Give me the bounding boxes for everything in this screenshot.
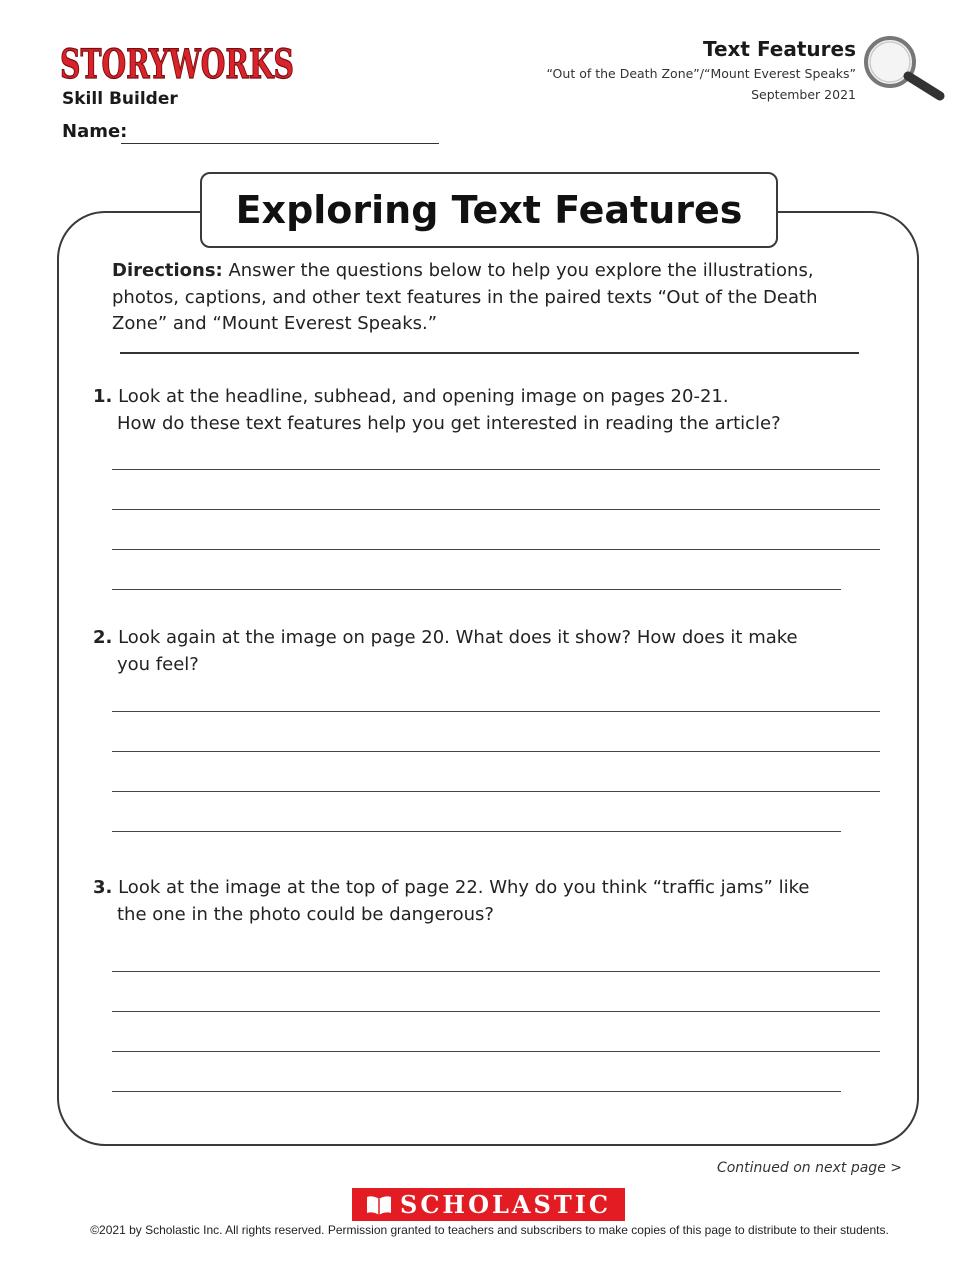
- answer-line[interactable]: [112, 971, 880, 972]
- answer-line[interactable]: [112, 711, 880, 712]
- skill-builder-label: Skill Builder: [62, 89, 178, 109]
- copyright-notice: ©2021 by Scholastic Inc. All rights reserved. Permission granted to teachers and subscribers to make copies of this page to distribute to their students.: [90, 1223, 889, 1237]
- storyworks-logo: [58, 30, 298, 88]
- publisher-name: SCHOLASTIC: [399, 1190, 612, 1219]
- question-number: 3.: [93, 877, 113, 898]
- continued-note: Continued on next page >: [716, 1160, 902, 1176]
- answer-line[interactable]: [112, 469, 880, 470]
- question-text: Look at the image at the top of page 22. Why do you think “traffic jams” like: [112, 877, 810, 898]
- answer-line[interactable]: [112, 1091, 841, 1092]
- question-number: 2.: [93, 627, 113, 648]
- name-input-line[interactable]: [121, 143, 439, 144]
- question-text: Look again at the image on page 20. What does it show? How does it make: [112, 627, 798, 648]
- name-label: Name:: [62, 121, 128, 142]
- directions-divider: [120, 352, 859, 354]
- question-text-continued: How do these text features help you get interested in reading the article?: [117, 413, 781, 434]
- directions-text: Answer the questions below to help you explore the illustrations, photos, captions, and other text features in the paired texts “Out of the Death Zone” and “Mount Everest Speaks.”: [112, 260, 818, 334]
- answer-line[interactable]: [112, 1011, 880, 1012]
- answer-line[interactable]: [112, 751, 880, 752]
- question-1: [93, 383, 863, 437]
- answer-line[interactable]: [112, 589, 841, 590]
- question-text-continued: you feel?: [117, 654, 199, 675]
- question-text: Look at the headline, subhead, and opening image on pages 20-21.: [112, 386, 729, 407]
- issue-date: September 2021: [751, 87, 856, 102]
- answer-line[interactable]: [112, 509, 880, 510]
- open-book-icon: [366, 1195, 392, 1215]
- question-2: [93, 624, 863, 678]
- article-titles: “Out of the Death Zone”/“Mount Everest Speaks”: [546, 66, 856, 81]
- logo-wordmark: STORYWORKS: [60, 41, 294, 88]
- answer-line[interactable]: [112, 1051, 880, 1052]
- page-title: Exploring Text Features: [235, 188, 743, 232]
- question-3: [93, 874, 863, 928]
- answer-line[interactable]: [112, 549, 880, 550]
- answer-line[interactable]: [112, 831, 841, 832]
- directions-label: Directions:: [112, 260, 223, 281]
- answer-line[interactable]: [112, 791, 880, 792]
- title-box: [200, 172, 778, 248]
- magnifying-glass-icon: [860, 32, 950, 102]
- question-text-continued: the one in the photo could be dangerous?: [117, 904, 494, 925]
- scholastic-logo: [352, 1188, 625, 1221]
- question-number: 1.: [93, 386, 113, 407]
- directions: [112, 258, 872, 338]
- worksheet-topic: Text Features: [702, 37, 856, 61]
